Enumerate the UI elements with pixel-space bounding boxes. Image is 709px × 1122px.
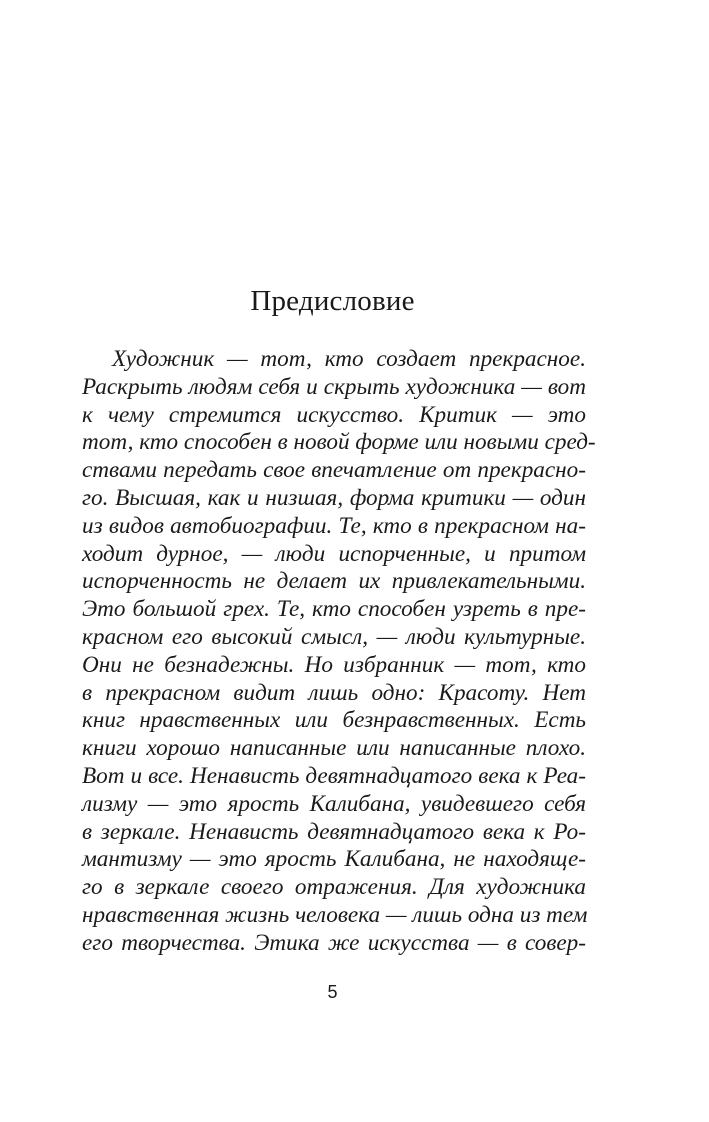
text-line: к чему стремится искусство. Критик — это	[82, 401, 586, 428]
text-line: ходит дурное, — люди испорченные, и притом	[82, 540, 586, 567]
text-line: Это большой грех. Те, кто способен узреть в пре-	[82, 596, 586, 623]
text-line: лизму — это ярость Калибана, увидевшего себя	[82, 790, 586, 817]
text-line: в прекрасном видит лишь одно: Красоту. Нет	[82, 679, 586, 706]
text-line: книги хорошо написанные или написанные плохо.	[82, 735, 586, 762]
text-line: го. Высшая, как и низшая, форма критики — один	[82, 484, 586, 511]
text-line: нравственная жизнь человека — лишь одна из тем	[82, 901, 588, 928]
chapter-heading: Предисловие	[250, 285, 415, 317]
preface-body	[82, 346, 596, 958]
text-line: Художник — тот, кто создает прекрасное.	[112, 346, 586, 372]
text-line: из видов автобиографии. Те, кто в прекрасном на-	[82, 512, 586, 539]
text-line: книг нравственных или безнравственных. Есть	[82, 707, 586, 734]
text-line: в зеркале. Ненависть девятнадцатого века к Ро-	[82, 818, 586, 845]
text-line: тот, кто способен в новой форме или новыми сред-	[82, 429, 596, 456]
text-line: мантизму — это ярость Калибана, не находяще-	[82, 846, 586, 873]
text-line: испорченность не делает их привлекательными.	[82, 568, 586, 595]
text-line: его творчества. Этика же искусства — в совер-	[82, 929, 586, 956]
text-line: красном его высокий смысл, — люди культурные.	[82, 623, 586, 650]
text-line: го в зеркале своего отражения. Для художника	[82, 874, 586, 901]
text-line: ствами передать свое впечатление от прекрасно-	[82, 457, 586, 484]
text-line: Вот и все. Ненависть девятнадцатого века к Реа-	[82, 762, 586, 789]
page-number: 5	[327, 982, 338, 1002]
text-line: Раскрыть людям себя и скрыть художника — вот	[82, 373, 586, 400]
text-line: Они не безнадежны. Но избранник — тот, кто	[82, 651, 586, 678]
